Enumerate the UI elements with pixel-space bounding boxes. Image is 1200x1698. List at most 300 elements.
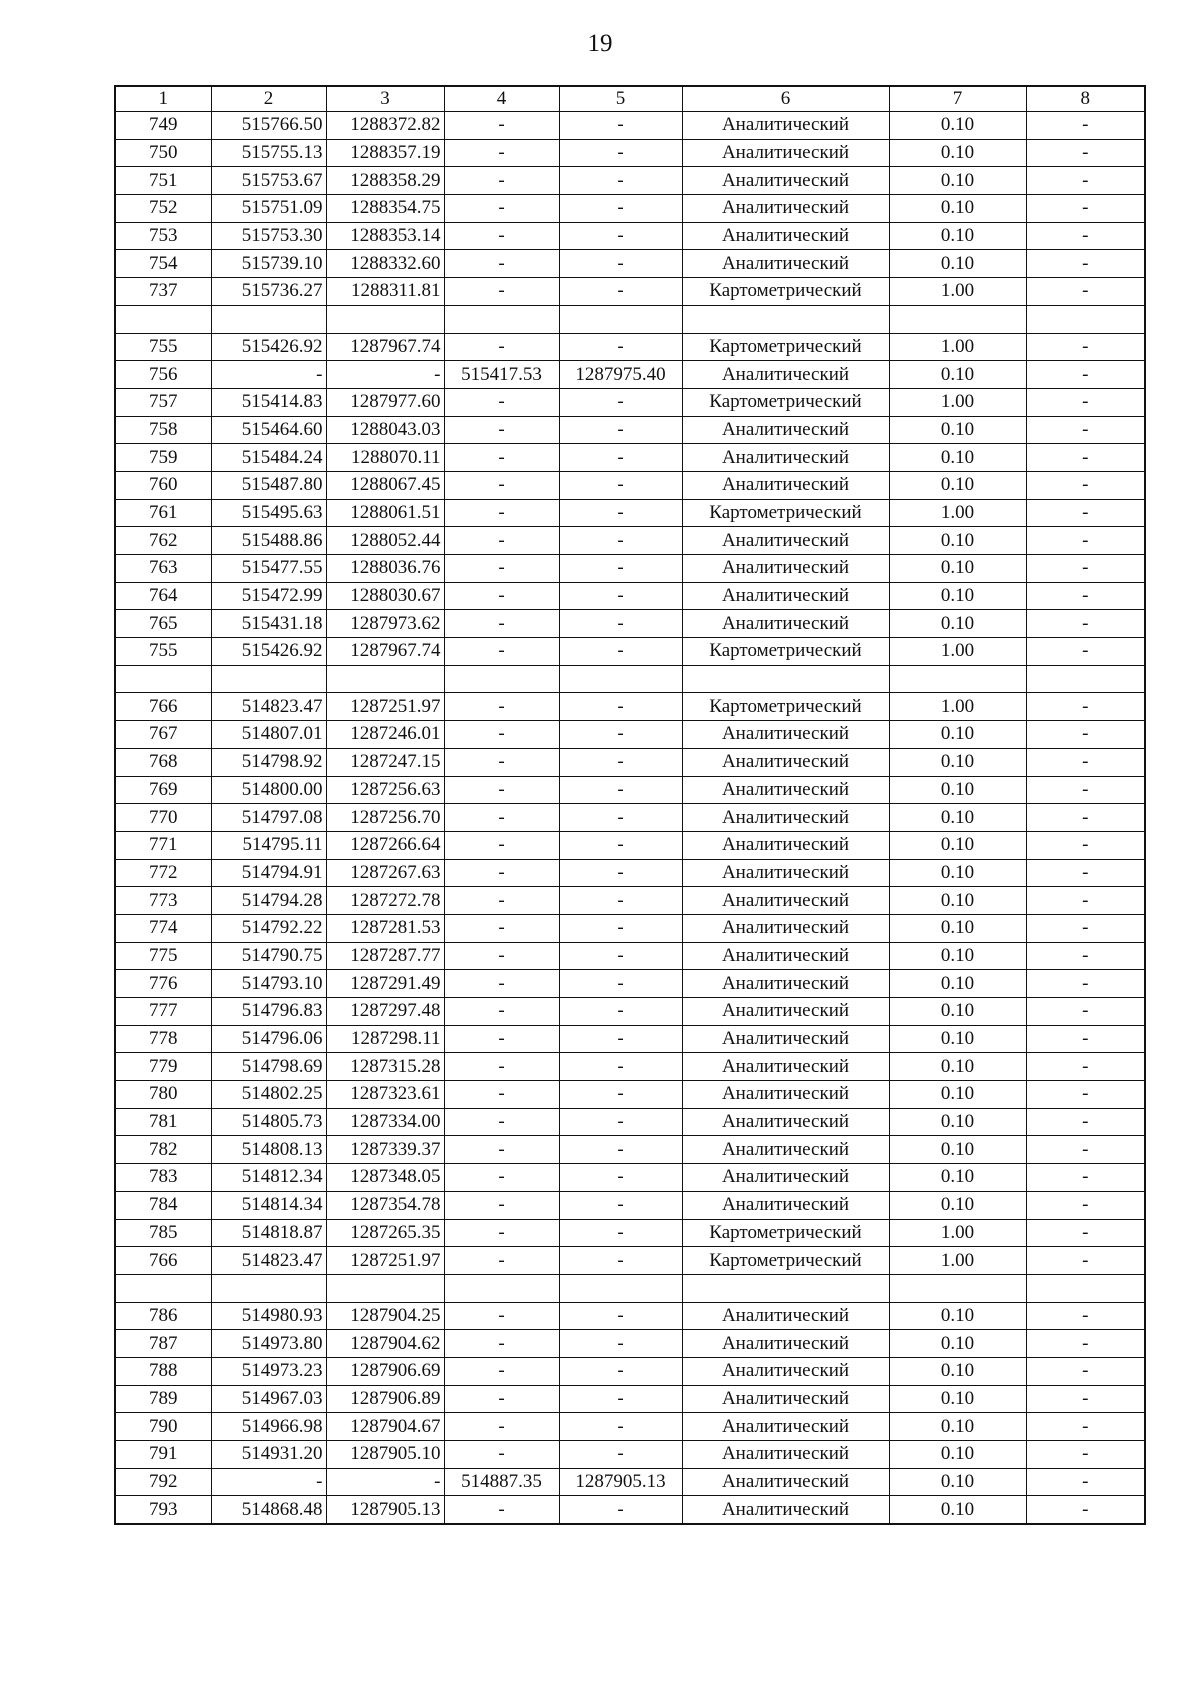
method-cell: Картометрический <box>682 638 889 666</box>
point-number-cell: 791 <box>115 1441 211 1469</box>
table-row <box>115 1468 1145 1496</box>
accuracy-cell: 0.10 <box>889 112 1026 140</box>
page-number: 19 <box>587 30 613 57</box>
x-coordinate-cell: 514800.00 <box>211 776 326 804</box>
column-header: 8 <box>1026 86 1145 112</box>
x-alt-cell: - <box>444 1025 559 1053</box>
note-cell: - <box>1026 1496 1145 1524</box>
x-alt-cell: - <box>444 1247 559 1275</box>
x-coordinate-cell: 515426.92 <box>211 638 326 666</box>
y-coordinate-cell: 1287247.15 <box>326 748 444 776</box>
method-cell: Картометрический <box>682 278 889 306</box>
x-coordinate-cell: 515484.24 <box>211 444 326 472</box>
x-alt-cell: - <box>444 1219 559 1247</box>
x-coordinate-cell: 515755.13 <box>211 139 326 167</box>
method-cell: Аналитический <box>682 721 889 749</box>
y-alt-cell: - <box>559 887 682 915</box>
method-cell <box>682 1274 889 1302</box>
point-number-cell: 792 <box>115 1468 211 1496</box>
y-coordinate-cell <box>326 1274 444 1302</box>
x-coordinate-cell: 515751.09 <box>211 195 326 223</box>
point-number-cell: 755 <box>115 333 211 361</box>
table-row <box>115 139 1145 167</box>
method-cell: Аналитический <box>682 222 889 250</box>
method-cell: Аналитический <box>682 1357 889 1385</box>
table-row <box>115 250 1145 278</box>
x-coordinate-cell: - <box>211 1468 326 1496</box>
x-alt-cell: - <box>444 499 559 527</box>
note-cell: - <box>1026 1385 1145 1413</box>
y-coordinate-cell: 1287251.97 <box>326 1247 444 1275</box>
x-coordinate-cell: 514808.13 <box>211 1136 326 1164</box>
accuracy-cell <box>889 1274 1026 1302</box>
accuracy-cell: 0.10 <box>889 222 1026 250</box>
x-alt-cell <box>444 665 559 693</box>
y-alt-cell: - <box>559 970 682 998</box>
point-number-cell: 784 <box>115 1191 211 1219</box>
y-coordinate-cell: 1288372.82 <box>326 112 444 140</box>
x-alt-cell <box>444 305 559 333</box>
y-coordinate-cell: 1287298.11 <box>326 1025 444 1053</box>
column-header: 1 <box>115 86 211 112</box>
table-row <box>115 1053 1145 1081</box>
point-number-cell: 750 <box>115 139 211 167</box>
point-number-cell: 776 <box>115 970 211 998</box>
method-cell: Картометрический <box>682 388 889 416</box>
y-alt-cell: - <box>559 139 682 167</box>
y-coordinate-cell: 1288036.76 <box>326 555 444 583</box>
method-cell: Аналитический <box>682 942 889 970</box>
x-alt-cell: - <box>444 139 559 167</box>
accuracy-cell: 0.10 <box>889 887 1026 915</box>
point-number-cell: 774 <box>115 914 211 942</box>
accuracy-cell <box>889 305 1026 333</box>
accuracy-cell: 1.00 <box>889 638 1026 666</box>
x-coordinate-cell: 515739.10 <box>211 250 326 278</box>
x-coordinate-cell: 514818.87 <box>211 1219 326 1247</box>
y-coordinate-cell: 1288061.51 <box>326 499 444 527</box>
table-row <box>115 333 1145 361</box>
note-cell: - <box>1026 1413 1145 1441</box>
y-alt-cell: - <box>559 831 682 859</box>
point-number-cell: 787 <box>115 1330 211 1358</box>
y-coordinate-cell <box>326 665 444 693</box>
method-cell <box>682 665 889 693</box>
accuracy-cell: 0.10 <box>889 1357 1026 1385</box>
table-row <box>115 859 1145 887</box>
x-coordinate-cell: 515488.86 <box>211 527 326 555</box>
table-row <box>115 914 1145 942</box>
x-alt-cell: - <box>444 804 559 832</box>
note-cell: - <box>1026 1247 1145 1275</box>
y-coordinate-cell: - <box>326 361 444 389</box>
method-cell: Аналитический <box>682 998 889 1026</box>
y-alt-cell: - <box>559 638 682 666</box>
point-number-cell: 786 <box>115 1302 211 1330</box>
point-number-cell: 766 <box>115 1247 211 1275</box>
note-cell: - <box>1026 1108 1145 1136</box>
y-coordinate-cell: 1287287.77 <box>326 942 444 970</box>
accuracy-cell: 0.10 <box>889 471 1026 499</box>
table-row <box>115 527 1145 555</box>
x-alt-cell: 514887.35 <box>444 1468 559 1496</box>
x-coordinate-cell: 515766.50 <box>211 112 326 140</box>
table-row <box>115 887 1145 915</box>
x-coordinate-cell: 514931.20 <box>211 1441 326 1469</box>
point-number-cell: 770 <box>115 804 211 832</box>
method-cell: Аналитический <box>682 1191 889 1219</box>
table-row <box>115 1330 1145 1358</box>
y-alt-cell: - <box>559 748 682 776</box>
note-cell: - <box>1026 638 1145 666</box>
note-cell <box>1026 305 1145 333</box>
x-alt-cell: - <box>444 721 559 749</box>
accuracy-cell: 0.10 <box>889 970 1026 998</box>
method-cell: Аналитический <box>682 416 889 444</box>
y-coordinate-cell: 1287973.62 <box>326 610 444 638</box>
y-coordinate-cell: 1287906.89 <box>326 1385 444 1413</box>
y-alt-cell: - <box>559 1164 682 1192</box>
accuracy-cell: 0.10 <box>889 1385 1026 1413</box>
point-number-cell: 753 <box>115 222 211 250</box>
note-cell: - <box>1026 1302 1145 1330</box>
method-cell: Аналитический <box>682 887 889 915</box>
accuracy-cell: 0.10 <box>889 942 1026 970</box>
x-coordinate-cell: 515753.67 <box>211 167 326 195</box>
x-coordinate-cell: 515472.99 <box>211 582 326 610</box>
method-cell: Картометрический <box>682 499 889 527</box>
point-number-cell <box>115 305 211 333</box>
method-cell: Аналитический <box>682 1441 889 1469</box>
x-alt-cell: - <box>444 444 559 472</box>
note-cell: - <box>1026 361 1145 389</box>
table-row <box>115 610 1145 638</box>
x-coordinate-cell: 515426.92 <box>211 333 326 361</box>
accuracy-cell: 0.10 <box>889 167 1026 195</box>
accuracy-cell: 0.10 <box>889 1025 1026 1053</box>
y-alt-cell: - <box>559 804 682 832</box>
x-alt-cell: - <box>444 1108 559 1136</box>
y-alt-cell: - <box>559 1441 682 1469</box>
x-alt-cell: - <box>444 1164 559 1192</box>
point-number-cell: 760 <box>115 471 211 499</box>
table-row <box>115 1302 1145 1330</box>
note-cell: - <box>1026 222 1145 250</box>
y-coordinate-cell: 1288357.19 <box>326 139 444 167</box>
y-coordinate-cell: 1287272.78 <box>326 887 444 915</box>
method-cell: Картометрический <box>682 333 889 361</box>
y-coordinate-cell: 1287977.60 <box>326 388 444 416</box>
y-coordinate-cell: 1287297.48 <box>326 998 444 1026</box>
x-alt-cell: - <box>444 693 559 721</box>
x-alt-cell: - <box>444 416 559 444</box>
note-cell: - <box>1026 970 1145 998</box>
x-coordinate-cell: 514797.08 <box>211 804 326 832</box>
note-cell: - <box>1026 693 1145 721</box>
table-row <box>115 970 1145 998</box>
note-cell: - <box>1026 1164 1145 1192</box>
y-alt-cell: - <box>559 1136 682 1164</box>
y-coordinate-cell: 1287246.01 <box>326 721 444 749</box>
method-cell: Аналитический <box>682 139 889 167</box>
y-alt-cell <box>559 1274 682 1302</box>
x-coordinate-cell: 515753.30 <box>211 222 326 250</box>
accuracy-cell: 0.10 <box>889 831 1026 859</box>
note-cell: - <box>1026 1357 1145 1385</box>
x-alt-cell: - <box>444 278 559 306</box>
accuracy-cell: 0.10 <box>889 610 1026 638</box>
accuracy-cell: 0.10 <box>889 1468 1026 1496</box>
table-row <box>115 222 1145 250</box>
note-cell: - <box>1026 914 1145 942</box>
point-number-cell: 772 <box>115 859 211 887</box>
method-cell: Аналитический <box>682 555 889 583</box>
y-coordinate-cell: 1287904.25 <box>326 1302 444 1330</box>
accuracy-cell <box>889 665 1026 693</box>
y-alt-cell: - <box>559 1025 682 1053</box>
y-coordinate-cell: 1288332.60 <box>326 250 444 278</box>
point-number-cell <box>115 665 211 693</box>
x-alt-cell: - <box>444 250 559 278</box>
method-cell: Аналитический <box>682 1302 889 1330</box>
note-cell: - <box>1026 887 1145 915</box>
table-separator-row <box>115 1274 1145 1302</box>
x-alt-cell: - <box>444 914 559 942</box>
y-alt-cell: - <box>559 721 682 749</box>
table-row <box>115 1108 1145 1136</box>
note-cell: - <box>1026 195 1145 223</box>
point-number-cell: 769 <box>115 776 211 804</box>
point-number-cell: 781 <box>115 1108 211 1136</box>
table-row <box>115 693 1145 721</box>
y-alt-cell: - <box>559 1302 682 1330</box>
accuracy-cell: 1.00 <box>889 1219 1026 1247</box>
y-coordinate-cell: 1287315.28 <box>326 1053 444 1081</box>
x-alt-cell: - <box>444 776 559 804</box>
table-row <box>115 471 1145 499</box>
accuracy-cell: 0.10 <box>889 1164 1026 1192</box>
y-alt-cell: - <box>559 859 682 887</box>
x-alt-cell: - <box>444 471 559 499</box>
x-alt-cell: - <box>444 1441 559 1469</box>
method-cell <box>682 305 889 333</box>
x-coordinate-cell: 514796.83 <box>211 998 326 1026</box>
accuracy-cell: 0.10 <box>889 1081 1026 1109</box>
x-alt-cell: - <box>444 1053 559 1081</box>
y-coordinate-cell: 1287267.63 <box>326 859 444 887</box>
x-alt-cell: 515417.53 <box>444 361 559 389</box>
x-coordinate-cell <box>211 305 326 333</box>
note-cell: - <box>1026 1441 1145 1469</box>
x-coordinate-cell: 515487.80 <box>211 471 326 499</box>
x-alt-cell: - <box>444 1136 559 1164</box>
x-coordinate-cell: 514805.73 <box>211 1108 326 1136</box>
x-coordinate-cell: 515464.60 <box>211 416 326 444</box>
x-coordinate-cell: 515414.83 <box>211 388 326 416</box>
point-number-cell: 789 <box>115 1385 211 1413</box>
note-cell: - <box>1026 582 1145 610</box>
x-coordinate-cell <box>211 1274 326 1302</box>
y-alt-cell: - <box>559 167 682 195</box>
x-alt-cell: - <box>444 555 559 583</box>
point-number-cell: 775 <box>115 942 211 970</box>
y-alt-cell: - <box>559 1053 682 1081</box>
x-coordinate-cell: 514790.75 <box>211 942 326 970</box>
x-alt-cell: - <box>444 1081 559 1109</box>
table-row <box>115 1219 1145 1247</box>
y-coordinate-cell: 1288052.44 <box>326 527 444 555</box>
accuracy-cell: 0.10 <box>889 1108 1026 1136</box>
point-number-cell: 783 <box>115 1164 211 1192</box>
x-alt-cell <box>444 1274 559 1302</box>
x-alt-cell: - <box>444 887 559 915</box>
x-coordinate-cell: 514798.69 <box>211 1053 326 1081</box>
note-cell: - <box>1026 112 1145 140</box>
accuracy-cell: 0.10 <box>889 582 1026 610</box>
y-coordinate-cell: 1287906.69 <box>326 1357 444 1385</box>
y-coordinate-cell: 1287967.74 <box>326 333 444 361</box>
method-cell: Аналитический <box>682 1164 889 1192</box>
x-alt-cell: - <box>444 998 559 1026</box>
x-coordinate-cell: 514802.25 <box>211 1081 326 1109</box>
note-cell <box>1026 1274 1145 1302</box>
x-alt-cell: - <box>444 859 559 887</box>
note-cell: - <box>1026 1025 1145 1053</box>
method-cell: Аналитический <box>682 1496 889 1524</box>
y-alt-cell: - <box>559 582 682 610</box>
y-coordinate-cell: 1288043.03 <box>326 416 444 444</box>
y-coordinate-cell: 1287281.53 <box>326 914 444 942</box>
note-cell: - <box>1026 721 1145 749</box>
x-alt-cell: - <box>444 1496 559 1524</box>
accuracy-cell: 0.10 <box>889 1191 1026 1219</box>
y-alt-cell <box>559 305 682 333</box>
method-cell: Аналитический <box>682 859 889 887</box>
x-coordinate-cell: 515431.18 <box>211 610 326 638</box>
note-cell: - <box>1026 555 1145 583</box>
x-alt-cell: - <box>444 222 559 250</box>
point-number-cell: 752 <box>115 195 211 223</box>
accuracy-cell: 1.00 <box>889 499 1026 527</box>
y-alt-cell: 1287975.40 <box>559 361 682 389</box>
method-cell: Аналитический <box>682 1136 889 1164</box>
y-alt-cell: - <box>559 444 682 472</box>
note-cell: - <box>1026 499 1145 527</box>
y-coordinate-cell: 1287265.35 <box>326 1219 444 1247</box>
method-cell: Аналитический <box>682 250 889 278</box>
method-cell: Аналитический <box>682 471 889 499</box>
note-cell: - <box>1026 610 1145 638</box>
point-number-cell: 756 <box>115 361 211 389</box>
method-cell: Аналитический <box>682 1108 889 1136</box>
x-alt-cell: - <box>444 1330 559 1358</box>
y-alt-cell: - <box>559 1413 682 1441</box>
method-cell: Аналитический <box>682 361 889 389</box>
x-coordinate-cell: 514793.10 <box>211 970 326 998</box>
table-row <box>115 388 1145 416</box>
point-number-cell <box>115 1274 211 1302</box>
y-alt-cell: - <box>559 776 682 804</box>
table-row <box>115 499 1145 527</box>
y-coordinate-cell: 1287266.64 <box>326 831 444 859</box>
table-row <box>115 1164 1145 1192</box>
note-cell: - <box>1026 1136 1145 1164</box>
y-alt-cell: - <box>559 250 682 278</box>
accuracy-cell: 0.10 <box>889 250 1026 278</box>
method-cell: Аналитический <box>682 804 889 832</box>
method-cell: Аналитический <box>682 582 889 610</box>
table-row <box>115 1385 1145 1413</box>
point-number-cell: 790 <box>115 1413 211 1441</box>
y-coordinate-cell: 1287256.70 <box>326 804 444 832</box>
accuracy-cell: 1.00 <box>889 388 1026 416</box>
y-alt-cell: 1287905.13 <box>559 1468 682 1496</box>
x-alt-cell: - <box>444 1413 559 1441</box>
x-coordinate-cell: 515736.27 <box>211 278 326 306</box>
x-alt-cell: - <box>444 527 559 555</box>
table-row <box>115 444 1145 472</box>
y-alt-cell: - <box>559 1385 682 1413</box>
point-number-cell: 780 <box>115 1081 211 1109</box>
method-cell: Аналитический <box>682 970 889 998</box>
point-number-cell: 766 <box>115 693 211 721</box>
x-coordinate-cell: 514796.06 <box>211 1025 326 1053</box>
accuracy-cell: 0.10 <box>889 748 1026 776</box>
note-cell: - <box>1026 250 1145 278</box>
accuracy-cell: 1.00 <box>889 333 1026 361</box>
method-cell: Аналитический <box>682 1025 889 1053</box>
point-number-cell: 771 <box>115 831 211 859</box>
y-alt-cell: - <box>559 1191 682 1219</box>
x-alt-cell: - <box>444 195 559 223</box>
x-coordinate-cell: 514794.91 <box>211 859 326 887</box>
y-coordinate-cell: 1288358.29 <box>326 167 444 195</box>
method-cell: Картометрический <box>682 693 889 721</box>
x-coordinate-cell: 515477.55 <box>211 555 326 583</box>
y-alt-cell: - <box>559 333 682 361</box>
table-row <box>115 1247 1145 1275</box>
y-alt-cell: - <box>559 278 682 306</box>
y-alt-cell: - <box>559 1108 682 1136</box>
y-coordinate-cell: 1287905.13 <box>326 1496 444 1524</box>
x-coordinate-cell: 514795.11 <box>211 831 326 859</box>
y-coordinate-cell: 1288311.81 <box>326 278 444 306</box>
x-alt-cell: - <box>444 1385 559 1413</box>
table-row <box>115 748 1145 776</box>
y-alt-cell <box>559 665 682 693</box>
y-coordinate-cell: 1287256.63 <box>326 776 444 804</box>
note-cell: - <box>1026 1330 1145 1358</box>
y-coordinate-cell: 1287905.10 <box>326 1441 444 1469</box>
x-coordinate-cell: 514807.01 <box>211 721 326 749</box>
table-header-row <box>115 86 1145 112</box>
point-number-cell: 759 <box>115 444 211 472</box>
note-cell: - <box>1026 942 1145 970</box>
x-alt-cell: - <box>444 388 559 416</box>
x-alt-cell: - <box>444 748 559 776</box>
x-alt-cell: - <box>444 1191 559 1219</box>
coordinates-table <box>114 85 1146 1525</box>
accuracy-cell: 0.10 <box>889 1496 1026 1524</box>
accuracy-cell: 0.10 <box>889 195 1026 223</box>
table-row <box>115 555 1145 583</box>
method-cell: Аналитический <box>682 776 889 804</box>
point-number-cell: 788 <box>115 1357 211 1385</box>
accuracy-cell: 0.10 <box>889 416 1026 444</box>
x-alt-cell: - <box>444 610 559 638</box>
accuracy-cell: 0.10 <box>889 139 1026 167</box>
table-separator-row <box>115 665 1145 693</box>
